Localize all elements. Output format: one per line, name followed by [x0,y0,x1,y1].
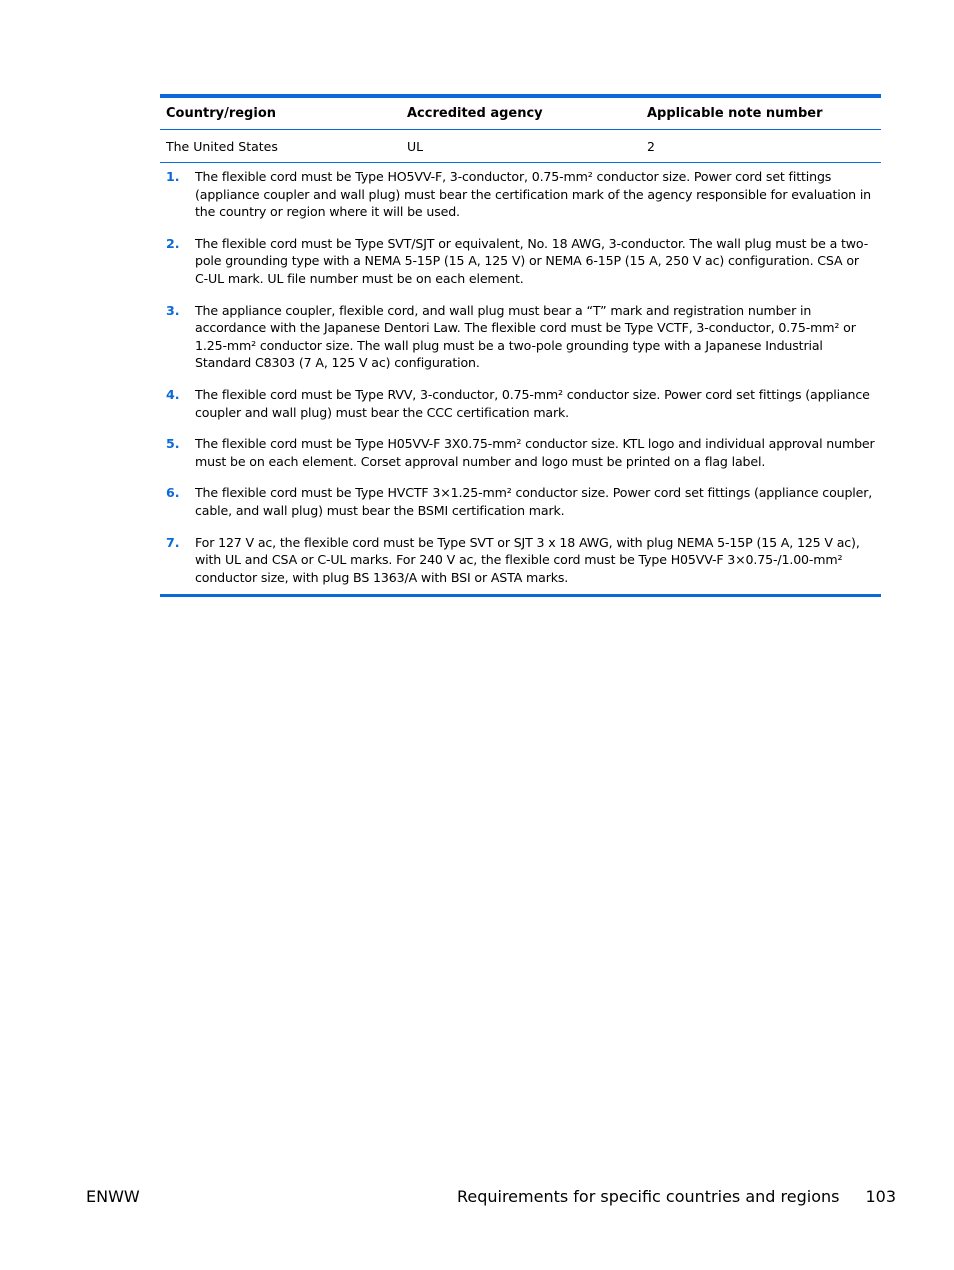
note-item [160,435,881,470]
note-item [160,484,881,519]
footer-section-title: Requirements for specific countries and regions [456,1187,840,1206]
header-accredited-agency: Accredited agency [407,106,543,121]
note-item [160,386,881,421]
cell-accredited-agency: UL [407,138,424,154]
note-number: 3. [166,302,180,318]
note-item [160,168,881,221]
table-header-row [160,98,881,130]
notes-list [160,163,881,594]
footer-right [457,1187,896,1206]
note-item [160,235,881,288]
cell-country-region: The United States [166,138,278,154]
note-text: The flexible cord must be Type H05VV-F 3X0.75-mm² conductor size. KTL logo and individual approval number must be on each element. Corset approval number and logo must be printed on a flag label. [195,436,875,469]
note-text: The flexible cord must be Type HVCTF 3×1.25-mm² conductor size. Power cord set fittings (appliance coupler, cable, and wall plug) must bear the BSMI certification mark. [195,485,873,518]
requirements-table [160,94,881,597]
note-number: 4. [166,386,180,402]
note-text: The flexible cord must be Type RVV, 3-conductor, 0.75-mm² conductor size. Power cord set fittings (appliance coupler and wall plug) must bear the CCC certification mark. [195,386,870,420]
note-number: 5. [166,436,180,452]
page-footer [86,1187,896,1211]
note-number: 7. [166,534,180,550]
note-number: 2. [166,235,180,251]
page-number: 103 [865,1187,896,1206]
table-row [160,130,881,163]
note-item [160,302,881,372]
cell-applicable-note-number: 2 [647,138,655,154]
note-number: 1. [166,169,180,184]
note-item [160,534,881,587]
footer-enww: ENWW [86,1187,140,1206]
header-country-region: Country/region [166,106,277,121]
note-text: For 127 V ac, the flexible cord must be Type SVT or SJT 3 x 18 AWG, with plug NEMA 5-15P (15 A, 125 V ac), with UL and CSA or C-UL marks. For 240 V ac, the flexible cord must be Type H05VV-F 3×0.75-/1.00-mm² conductor size, with plug BS 1363/A with BSI or ASTA marks. [195,534,860,585]
note-text: The flexible cord must be Type HO5VV-F, 3-conductor, 0.75-mm² conductor size. Power cord set fittings (appliance coupler and wall plug) must bear the certification mark of the agency responsible for evaluation in the country or region where it will be used. [195,169,872,220]
note-number: 6. [166,485,180,501]
note-text: The flexible cord must be Type SVT/SJT or equivalent, No. 18 AWG, 3-conductor. The wall plug must be a two-pole grounding type with a NEMA 5-15P (15 A, 125 V) or NEMA 6-15P (15 A, 250 V ac) configuration. CSA or C-UL mark. UL file number must be on each element. [195,235,869,286]
note-text: The appliance coupler, flexible cord, and wall plug must bear a “T” mark and registration number in accordance with the Japanese Dentori Law. The flexible cord must be Type VCTF, 3-conductor, 0.75-mm² or 1.25-mm² conductor size. The wall plug must be a two-pole grounding type with a Japanese Industrial Standard C8303 (7 A, 125 V ac) configuration. [195,302,856,371]
header-applicable-note-number: Applicable note number [647,106,823,121]
